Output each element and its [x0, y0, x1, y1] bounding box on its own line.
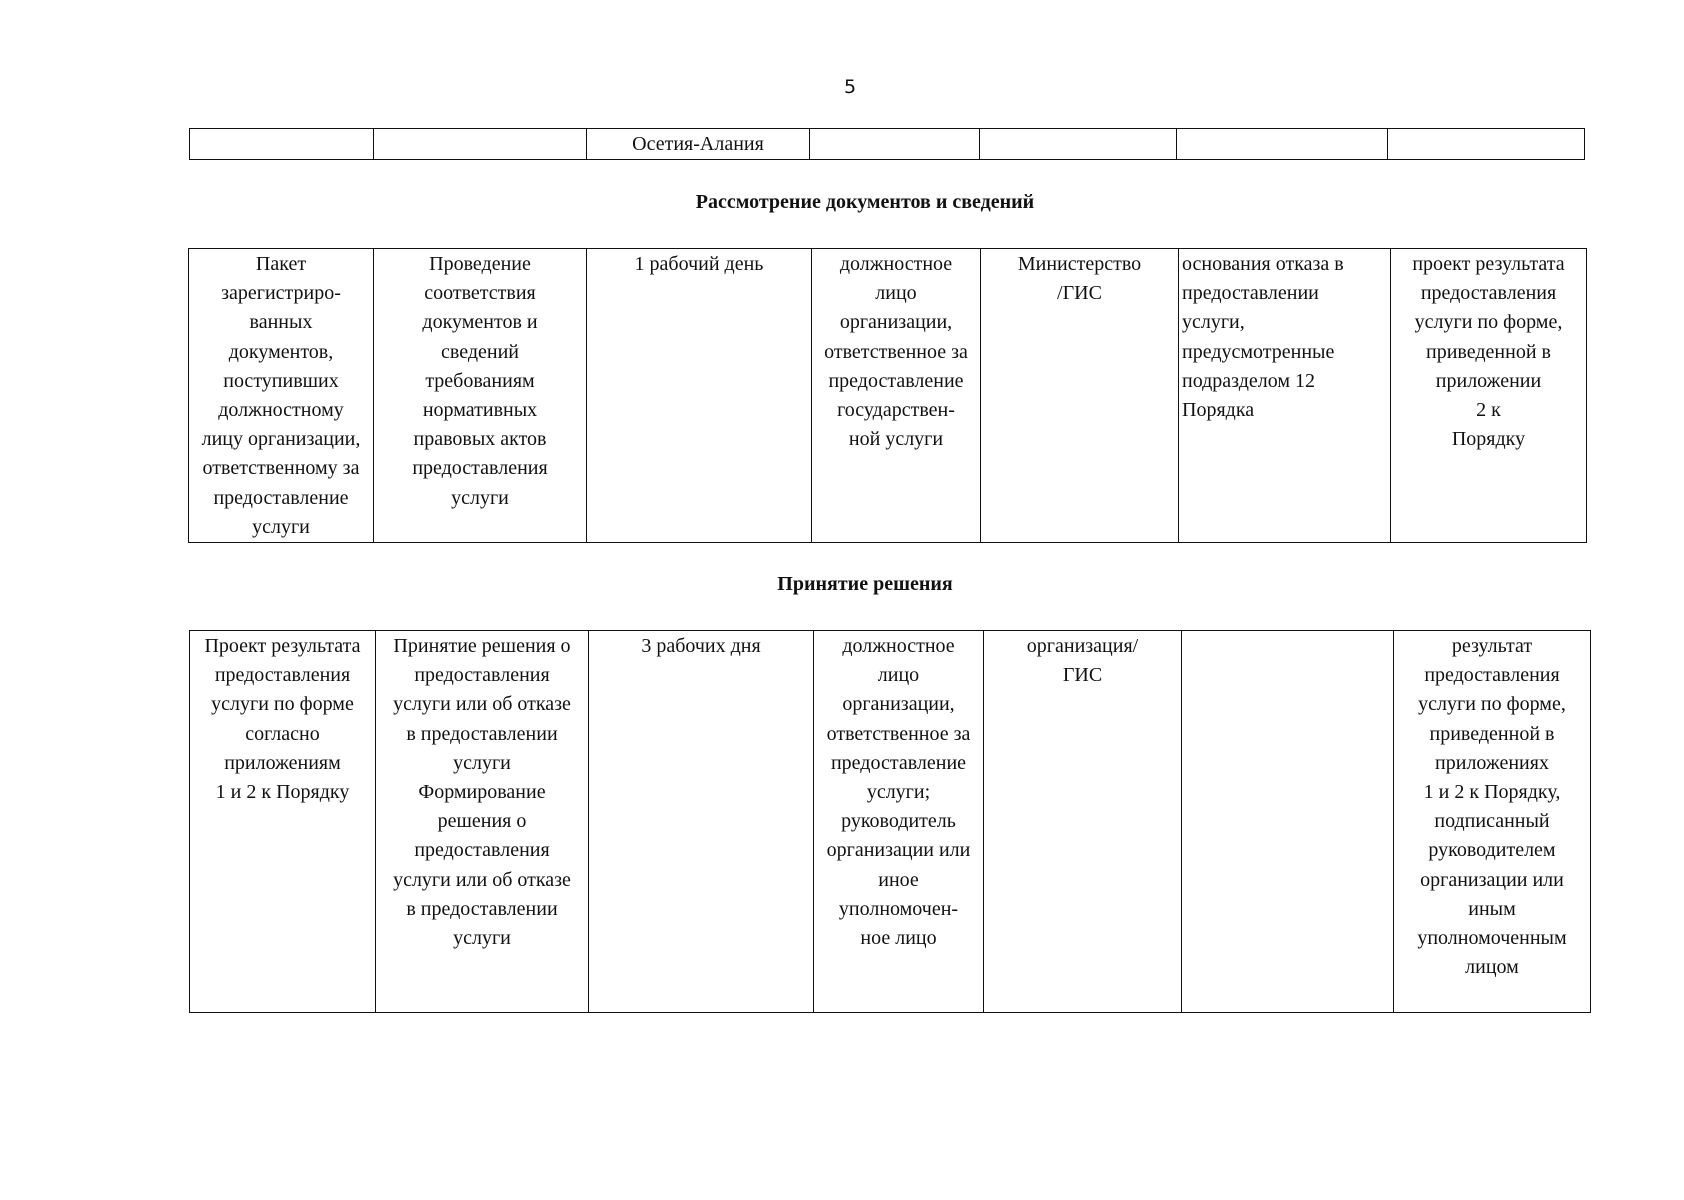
- cell-criteria: [1182, 631, 1394, 1013]
- cell-result: результат предоставления услуги по форме, приведенной в приложениях 1 и 2 к Порядку, подписанный руководителем организации или иным уполномоченным лицом: [1394, 631, 1591, 1013]
- cell-place: Министерство /ГИС: [981, 249, 1179, 543]
- cell-place: организация/ ГИС: [984, 631, 1182, 1013]
- cell-responsible: должностное лицо организации, ответственное за предоставление услуги; руководитель организации или иное уполномочен- ное лицо: [814, 631, 984, 1013]
- review-table: [188, 248, 1587, 543]
- table-row: [190, 631, 1591, 1013]
- table-cell: Осетия-Алания: [587, 129, 810, 160]
- cell-criteria: основания отказа в предоставлении услуги, предусмотренные подразделом 12 Порядка: [1179, 249, 1391, 543]
- cell-duration: 3 рабочих дня: [589, 631, 814, 1013]
- page-number: 5: [843, 76, 857, 98]
- continuation-table: [189, 128, 1585, 160]
- table-cell: [374, 129, 587, 160]
- cell-duration: 1 рабочий день: [587, 249, 812, 543]
- cell-action: Принятие решения о предоставления услуги или об отказе в предоставлении услуги Формирование решения о предоставления услуги или об отказе в предоставлении услуги: [376, 631, 589, 1013]
- table-cell: [1177, 129, 1388, 160]
- section-heading-review: Рассмотрение документов и сведений: [695, 191, 1035, 213]
- decision-table: [189, 630, 1591, 1013]
- section-heading-decision: Принятие решения: [777, 573, 953, 595]
- table-cell: [190, 129, 374, 160]
- table-cell: [810, 129, 980, 160]
- cell-input-documents: Пакет зарегистриро- ванных документов, поступивших должностному лицу организации, ответственному за предоставление услуги: [189, 249, 374, 543]
- table-row: [190, 129, 1585, 160]
- cell-result: проект результата предоставления услуги по форме, приведенной в приложении 2 к Порядку: [1391, 249, 1587, 543]
- table-cell: [1388, 129, 1585, 160]
- cell-responsible: должностное лицо организации, ответственное за предоставление государствен- ной услуги: [812, 249, 981, 543]
- cell-input-documents: Проект результата предоставления услуги по форме согласно приложениям 1 и 2 к Порядку: [190, 631, 376, 1013]
- cell-action: Проведение соответствия документов и сведений требованиям нормативных правовых актов предоставления услуги: [374, 249, 587, 543]
- table-row: [189, 249, 1587, 543]
- table-cell: [980, 129, 1177, 160]
